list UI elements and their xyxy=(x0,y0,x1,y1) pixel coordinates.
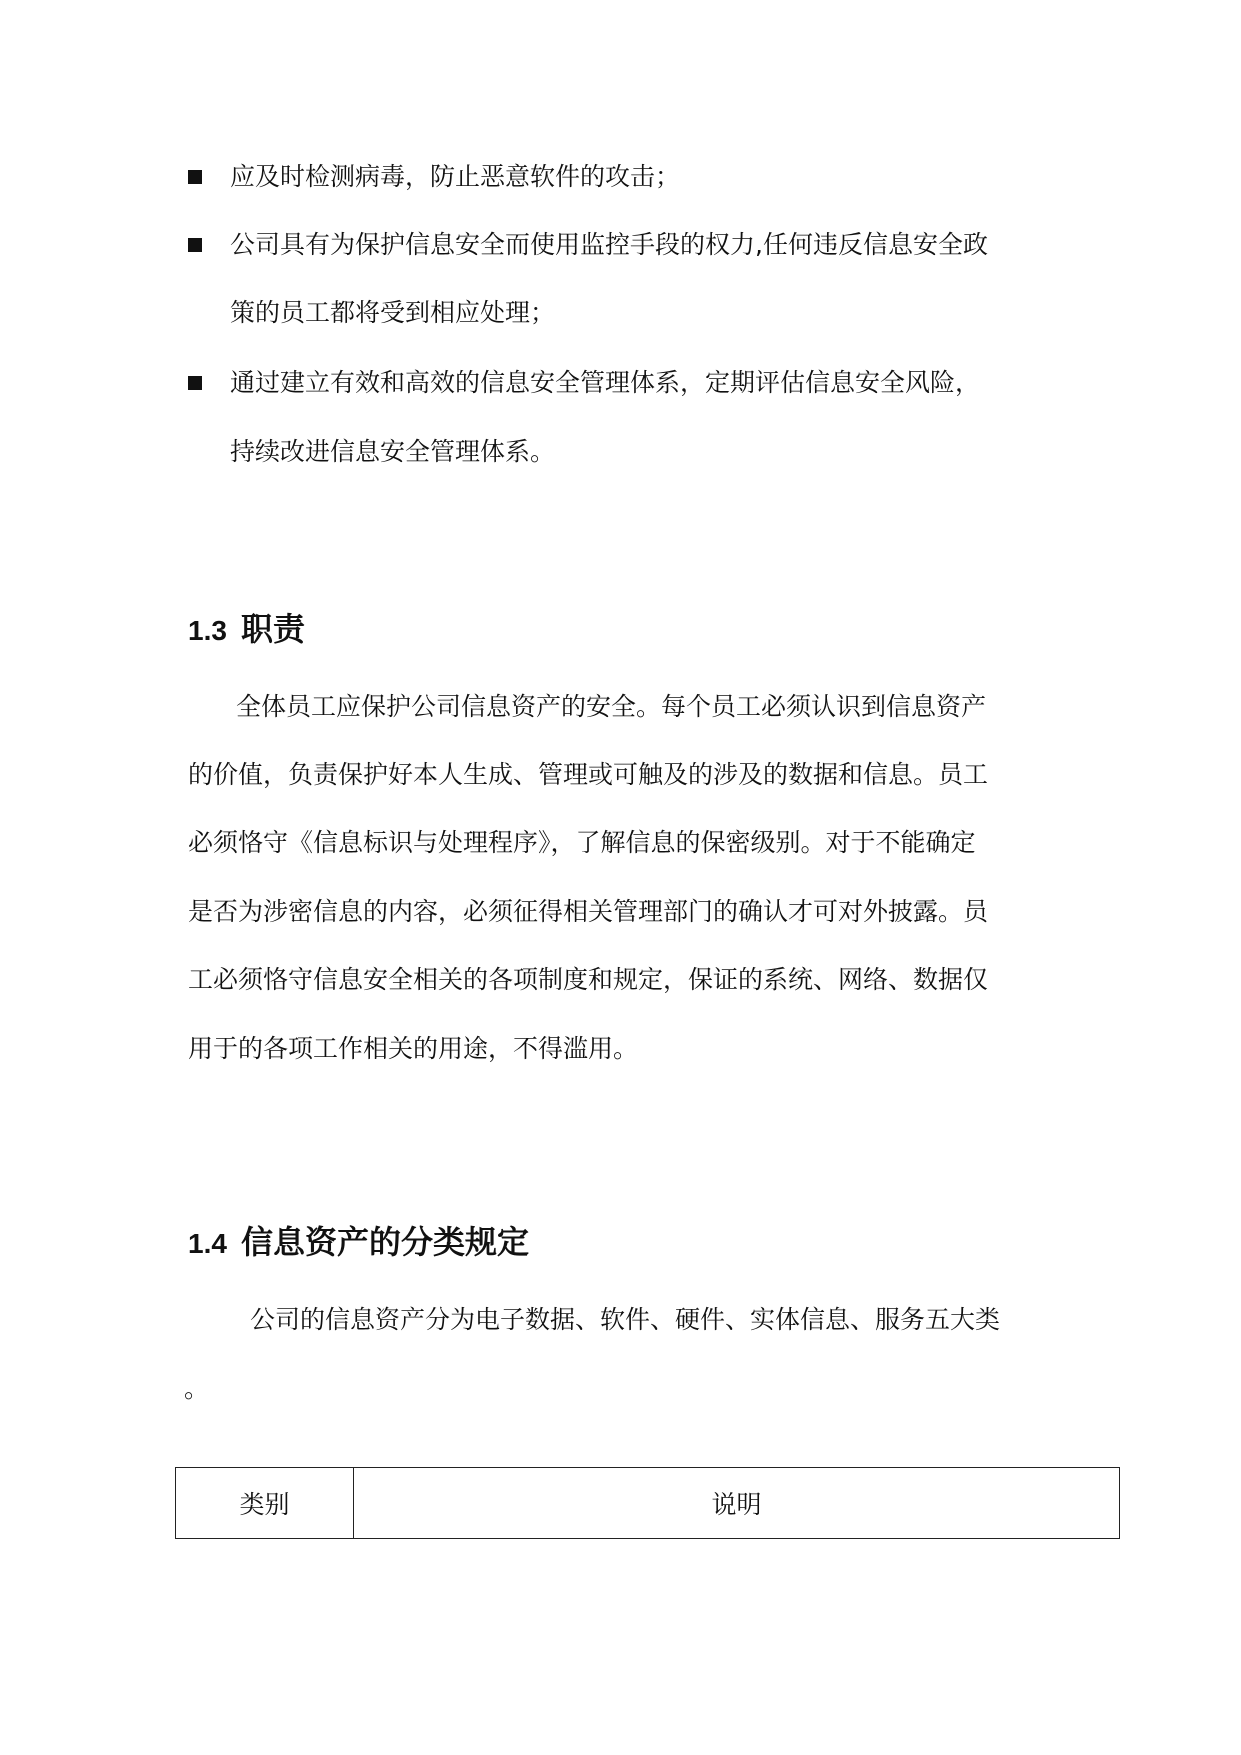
section-number: 1.3 xyxy=(188,615,227,646)
section-title: 信息资产的分类规定 xyxy=(240,1223,529,1261)
section-heading xyxy=(188,1222,529,1264)
table-header-row xyxy=(176,1468,1120,1539)
square-bullet-icon xyxy=(188,376,202,390)
section-number: 1.4 xyxy=(188,1228,227,1259)
bullet-text: 公司具有为保护信息安全而使用监控手段的权力,任何违反信息安全政 xyxy=(230,230,988,259)
paragraph-line: 是否为涉密信息的内容，必须征得相关管理部门的确认才可对外披露。员 xyxy=(188,897,989,926)
paragraph-line: 。 xyxy=(184,1374,210,1403)
section-title: 职责 xyxy=(240,610,305,648)
paragraph-line: 的价值，负责保护好本人生成、管理或可触及的涉及的数据和信息。员工 xyxy=(188,760,989,789)
paragraph-line: 用于的各项工作相关的用途，不得滥用。 xyxy=(188,1034,639,1063)
section-heading xyxy=(188,609,305,651)
table-header-category: 类别 xyxy=(176,1468,354,1539)
bullet-text: 应及时检测病毒，防止恶意软件的攻击； xyxy=(230,162,681,191)
asset-classification-table xyxy=(175,1467,1120,1539)
paragraph-line: 公司的信息资产分为电子数据、软件、硬件、实体信息、服务五大类 xyxy=(250,1305,1001,1334)
bullet-text-continuation: 持续改进信息安全管理体系。 xyxy=(230,437,556,466)
table-header-description: 说明 xyxy=(354,1468,1120,1539)
paragraph-line: 必须恪守《信息标识与处理程序》，了解信息的保密级别。对于不能确定 xyxy=(188,828,976,857)
square-bullet-icon xyxy=(188,238,202,252)
square-bullet-icon xyxy=(188,170,202,184)
bullet-text: 通过建立有效和高效的信息安全管理体系，定期评估信息安全风险， xyxy=(230,368,981,397)
paragraph-line: 全体员工应保护公司信息资产的安全。每个员工必须认识到信息资产 xyxy=(236,692,987,721)
bullet-text-continuation: 策的员工都将受到相应处理； xyxy=(230,298,556,327)
paragraph-line: 工必须恪守信息安全相关的各项制度和规定，保证的系统、网络、数据仅 xyxy=(188,965,989,994)
